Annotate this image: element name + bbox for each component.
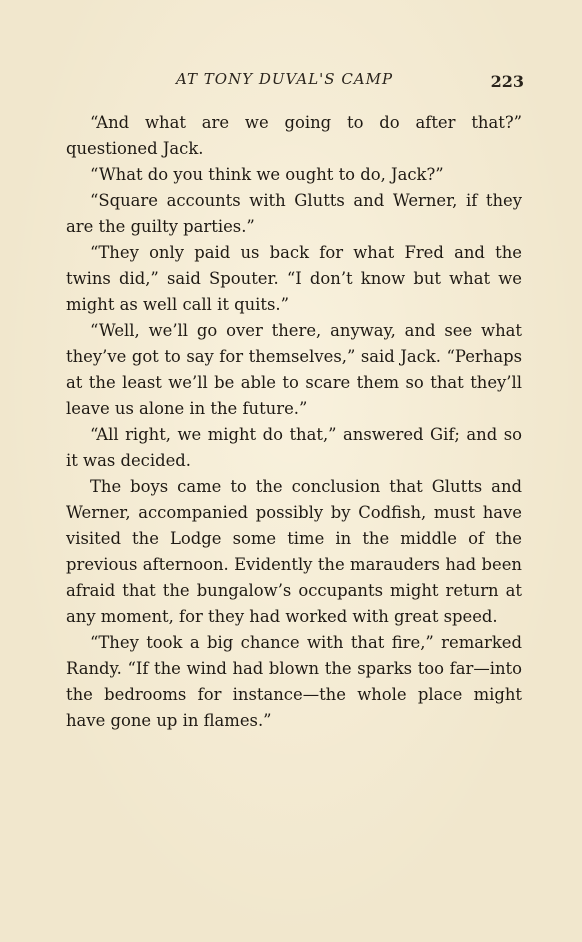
paragraph: “All right, we might do that,” answered Gif; and so it was decided. [66,425,522,470]
page-header [0,70,582,94]
body-text [66,110,522,734]
paragraph: The boys came to the conclusion that Glutts and Werner, accompanied possibly by Codfish, must have visited the Lodge some time in the middle of the previous afternoon. Evidently the marauders had been afraid that the bungalow’s occupants might return at any moment, for they had worked with great speed. [66,477,522,626]
paragraph: “And what are we going to do after that?” questioned Jack. [66,113,522,158]
paragraph: “They only paid us back for what Fred and the twins did,” said Spouter. “I don’t know but what we might as well call it quits.” [66,243,522,314]
paragraph: “Well, we’ll go over there, anyway, and see what they’ve got to say for themselves,” said Jack. “Perhaps at the least we’ll be able to scare them so that they’ll leave us alone in the future.” [66,321,522,418]
running-head: AT TONY DUVAL'S CAMP [176,70,394,88]
paragraph: “They took a big chance with that fire,” remarked Randy. “If the wind had blown the sparks too far—into the bedrooms for instance—the whole place might have gone up in flames.” [66,633,522,730]
paragraph: “What do you think we ought to do, Jack?” [90,165,444,184]
page-number: 223 [490,72,524,91]
paragraph: “Square accounts with Glutts and Werner, if they are the guilty parties.” [66,191,522,236]
